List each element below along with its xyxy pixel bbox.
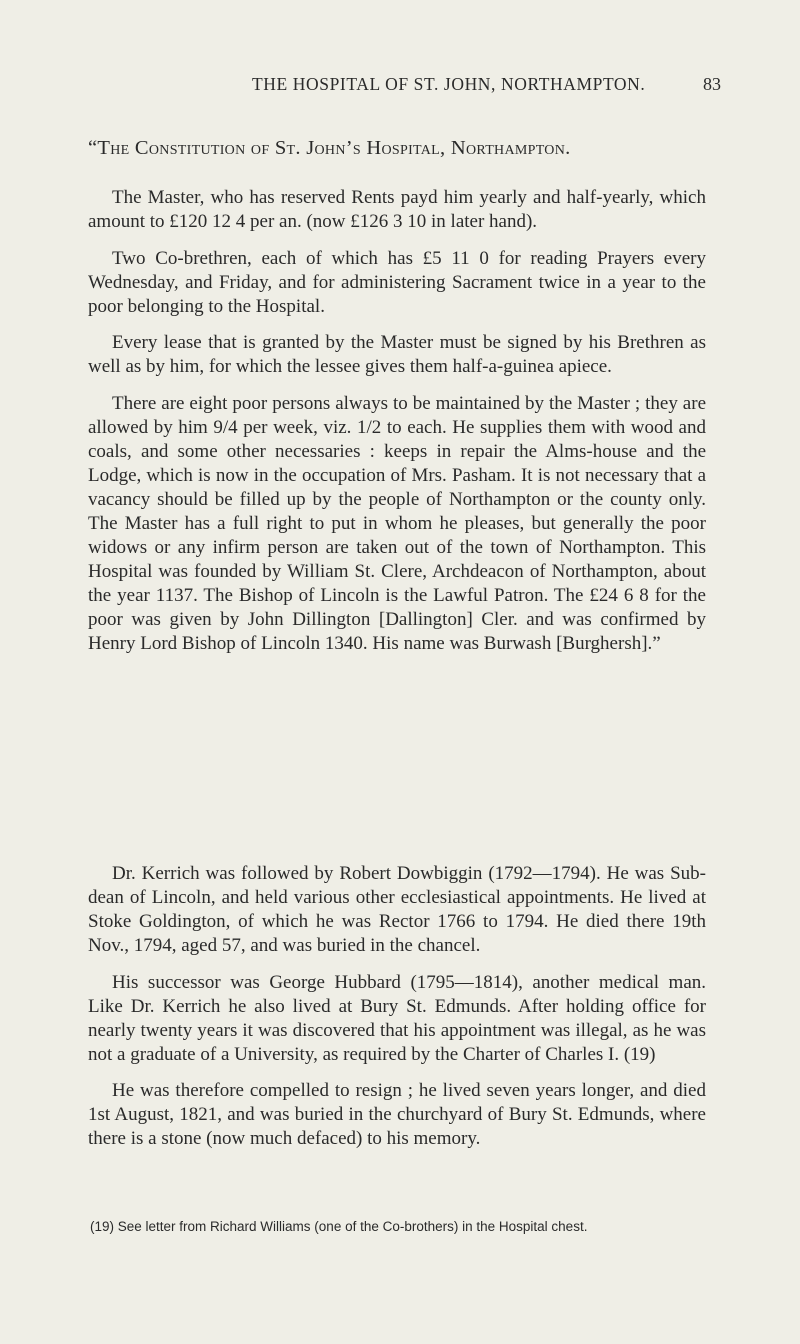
narrative-text [88, 862, 706, 1164]
paragraph: He was therefore compelled to resign ; he lived seven years longer, and died 1st August, 1821, and was buried in the churchyard of Bury St. Edmunds, where there is a stone (now much defaced) to his memory. [88, 1080, 706, 1149]
running-title: THE HOSPITAL OF ST. JOHN, NORTHAMPTON. [252, 74, 646, 94]
paragraph: Every lease that is granted by the Master must be signed by his Brethren as well as by him, for which the lessee gives them half-a-guinea apiece. [88, 332, 706, 377]
paragraph: His successor was George Hubbard (1795—1814), another medical man. Like Dr. Kerrich he also lived at Bury St. Edmunds. After holding office for nearly twenty years it was discovered that his appointment was illegal, as he was not a graduate of a University, as required by the Charter of Charles I. (19) [88, 971, 706, 1065]
paragraph: The Master, who has reserved Rents payd him yearly and half-yearly, which amount to £120 12 4 per an. (now £126 3 10 in later hand). [88, 187, 706, 232]
quoted-constitution-text [88, 186, 706, 668]
page-number: 83 [703, 74, 721, 94]
paragraph: There are eight poor persons always to be maintained by the Master ; they are allowed by him 9/4 per week, viz. 1/2 to each. He supplies them with wood and coals, and some other necessaries : keeps in repair the Alms-house and the Lodge, which is now in the occupation of Mrs. Pasham. It is not necessary that a vacancy should be filled up by the people of Northampton or the county only. The Master has a full right to put in whom he pleases, but generally the poor widows or any infirm person are taken out of the town of Northampton. This Hospital was founded by William St. Clere, Archdeacon of Northampton, about the year 1137. The Bishop of Lincoln is the Lawful Patron. The £24 6 8 for the poor was given by John Dillington [Dallington] Cler. and was confirmed by Henry Lord Bishop of Lincoln 1340. His name was Burwash [Burghersh].” [88, 392, 706, 654]
running-head [0, 74, 800, 104]
section-heading: “The Constitution of St. John’s Hospital, Northampton. [88, 137, 571, 159]
footnote: (19) See letter from Richard Williams (one of the Co-brothers) in the Hospital chest. [90, 1219, 588, 1234]
paragraph: Two Co-brethren, each of which has £5 11 0 for reading Prayers every Wednesday, and Friday, and for administering Sacrament twice in a year to the poor belonging to the Hospital. [88, 247, 706, 317]
paragraph: Dr. Kerrich was followed by Robert Dowbiggin (1792—1794). He was Sub-dean of Lincoln, and held various other ecclesiastical appointments. He lived at Stoke Goldington, of which he was Rector 1766 to 1794. He died there 19th Nov., 1794, aged 57, and was buried in the chancel. [88, 863, 706, 956]
